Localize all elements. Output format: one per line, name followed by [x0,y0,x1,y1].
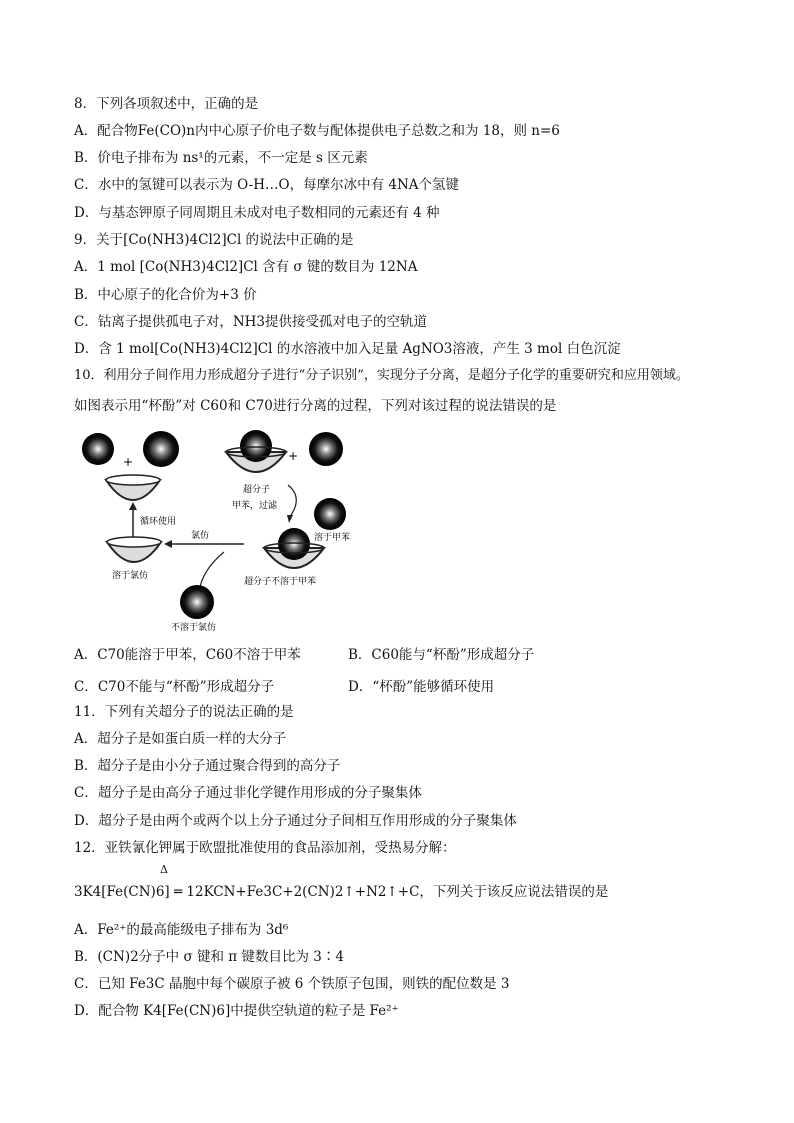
q10-option-d: D．“杯酚”能够循环使用 [348,679,495,695]
calixarene-separation-diagram [74,430,374,640]
label-recycle: 循环使用 [140,516,177,526]
heat-delta-symbol: Δ [160,863,168,876]
q10-stem-line2: 如图表示用“杯酚”对 C60和 C70进行分离的过程，下列对该过程的说法错误的是 [74,398,557,414]
q11-option-a: A．超分子是如蛋白质一样的大分子 [74,731,287,747]
plus-sign-2: + [288,449,299,463]
q10-option-b: B．C60能与“杯酚”形成超分子 [348,647,535,663]
q12-option-c: C．已知 Fe3C 晶胞中每个碳原子被 6 个铁原子包围，则铁的配位数是 3 [74,976,510,992]
c70-ball [143,431,179,467]
q8-option-c: C．水中的氢键可以表示为 O-H…O，每摩尔冰中有 4NA个氢键 [74,177,460,193]
label-supramolecule: 超分子 [243,484,271,494]
plus-sign-1: + [123,455,134,469]
label-soluble-chloroform: 溶于氯仿 [112,570,149,580]
q12-option-d: D．配合物 K4[Fe(CN)6]中提供空轨道的粒子是 Fe²⁺ [74,1003,399,1019]
c70-ball-dissolved [314,498,346,530]
label-chloroform: 氯仿 [191,530,210,540]
label-insoluble-chloroform: 不溶于氯仿 [171,622,217,632]
diagram-svg [74,430,374,640]
q11-stem: 11．下列有关超分子的说法正确的是 [74,704,294,720]
q11-option-c: C．超分子是由高分子通过非化学键作用形成的分子聚集体 [74,785,422,801]
q12-option-a: A．Fe²⁺的最高能级电子排布为 3d⁶ [74,922,289,938]
c60-ball-insoluble [180,585,214,619]
q12-option-b: B．(CN)2分子中 σ 键和 π 键数目比为 3∶4 [74,949,344,965]
q9-option-d: D．含 1 mol[Co(NH3)4Cl2]Cl 的水溶液中加入足量 AgNO3溶液，产生 3 mol 白色沉淀 [74,341,621,357]
q12-equation: 3K4[Fe(CN)6] ═ 12KCN+Fe3C+2(CN)2↑+N2↑+C，下列关于该反应说法错误的是 [74,884,609,900]
q9-option-c: C．钴离子提供孤电子对，NH3提供接受孤对电子的空轨道 [74,314,428,330]
q8-option-b: B．价电子排布为 ns¹的元素，不一定是 s 区元素 [74,150,368,166]
q12-stem: 12．亚铁氰化钾属于欧盟批准使用的食品添加剂，受热易分解： [74,840,456,856]
q11-option-b: B．超分子是由小分子通过聚合得到的高分子 [74,758,341,774]
label-toluene-filter: 甲苯，过滤 [232,500,278,510]
q9-stem: 9．关于[Co(NH3)4Cl2]Cl 的说法中正确的是 [74,232,354,248]
q9-option-a: A．1 mol [Co(NH3)4Cl2]Cl 含有 σ 键的数目为 12NA [74,259,418,275]
q8-stem: 8．下列各项叙述中，正确的是 [74,96,259,112]
c60-ball [82,433,114,465]
label-soluble-toluene: 溶于甲苯 [314,532,351,542]
label-insoluble-toluene: 超分子不溶于甲苯 [244,576,317,586]
q9-option-b: B．中心原子的化合价为+3 价 [74,287,257,303]
q8-option-a: A．配合物Fe(CO)n内中心原子价电子数与配体提供电子总数之和为 18，则 n=6 [74,123,560,139]
q10-stem-line1: 10．利用分子间作用力形成超分子进行“分子识别”，实现分子分离，是超分子化学的重要研究和应用领域。 [74,368,689,383]
q11-option-d: D．超分子是由两个或两个以上分子通过分子间相互作用形成的分子聚集体 [74,813,517,829]
q10-option-a: A．C70能溶于甲苯，C60不溶于甲苯 [74,647,301,663]
q10-option-c: C．C70不能与“杯酚”形成超分子 [74,679,275,695]
c70-ball-right [309,432,343,466]
q8-option-d: D．与基态钾原子同周期且未成对电子数相同的元素还有 4 种 [74,205,440,221]
